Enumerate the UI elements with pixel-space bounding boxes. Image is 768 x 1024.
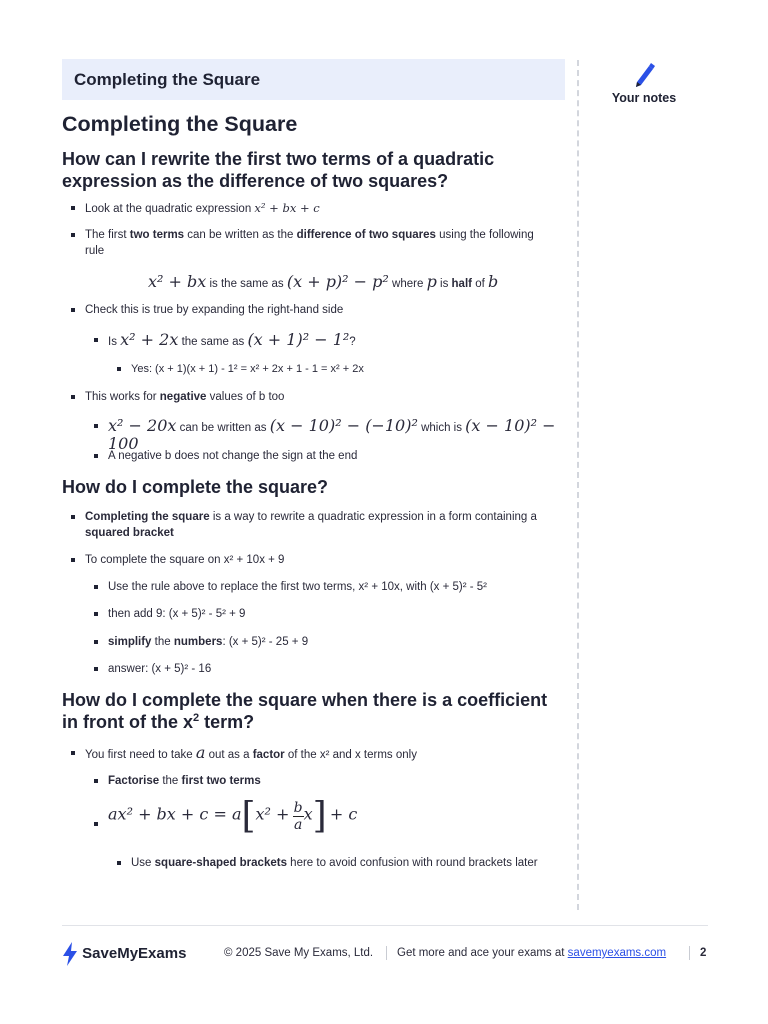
list-item: Completing the square is a way to rewrite a quadratic expression in a form containing a squared bracket [85,509,555,541]
brand-name: SaveMyExams [82,944,187,962]
footer-separator [689,946,690,960]
list-item: Factorise the first two terms [108,773,578,789]
footer-divider [62,925,708,926]
list-item: x² − 20x can be written as (x − 10)² − (−10)² which is (x − 10)² − 100 [108,418,578,454]
list-item: simplify the numbers: (x + 5)² - 25 + 9 [108,634,578,650]
footer-separator [386,946,387,960]
section2-heading: How do I complete the square? [62,477,329,497]
rule-equation: x² + bx is the same as (x + p)² − p² where p is half of b [148,272,499,291]
list-item: Is x² + 2x the same as (x + 1)² − 1²? [108,332,578,350]
footer-promo: Get more and ace your exams at savemyexams.com [397,947,667,959]
list-item: Use square-shaped brackets here to avoid confusion with round brackets later [131,855,571,871]
topic-banner [62,59,565,100]
lightning-icon [62,942,78,966]
section3-heading: How do I complete the square when there is a coefficient in front of the $x^2$ term? [62,690,548,732]
your-notes-area[interactable] [608,60,680,105]
banner-title: Completing the Square [74,70,261,89]
list-item: Look at the quadratic expression x² + bx + c [85,200,555,217]
list-item: Use the rule above to replace the first two terms, x² + 10x, with (x + 5)² - 5² [108,579,578,595]
list-item: The first two terms can be written as the difference of two squares using the following rule [85,227,555,259]
list-item: A negative b does not change the sign at the end [108,448,578,464]
list-item: Check this is true by expanding the right-hand side [85,302,555,318]
brand-logo[interactable] [62,942,186,966]
list-item: answer: (x + 5)² - 16 [108,661,578,677]
list-item: Yes: (x + 1)(x + 1) - 1² = x² + 2x + 1 - 1 = x² + 2x [131,361,601,377]
factorised-equation: ax² + bx + c = a[x² + $\frac{b}{a}$ x] + c [108,800,408,833]
site-link[interactable]: savemyexams.com [567,947,667,959]
pencil-icon [629,60,659,88]
list-item: This works for negative values of b too [85,389,555,405]
list-item: To complete the square on x² + 10x + 9 [85,552,555,568]
list-item: then add 9: (x + 5)² - 5² + 9 [108,606,578,622]
page-number: 2 [700,947,707,959]
copyright: © 2025 Save My Exams, Ltd. [224,947,374,959]
page-title: Completing the Square [62,112,298,136]
list-item: You first need to take a out as a factor of the x² and x terms only [85,745,555,763]
your-notes-label: Your notes [611,91,677,105]
section1-heading: How can I rewrite the first two terms of a quadratic expression as the difference of two squares? [62,149,495,191]
